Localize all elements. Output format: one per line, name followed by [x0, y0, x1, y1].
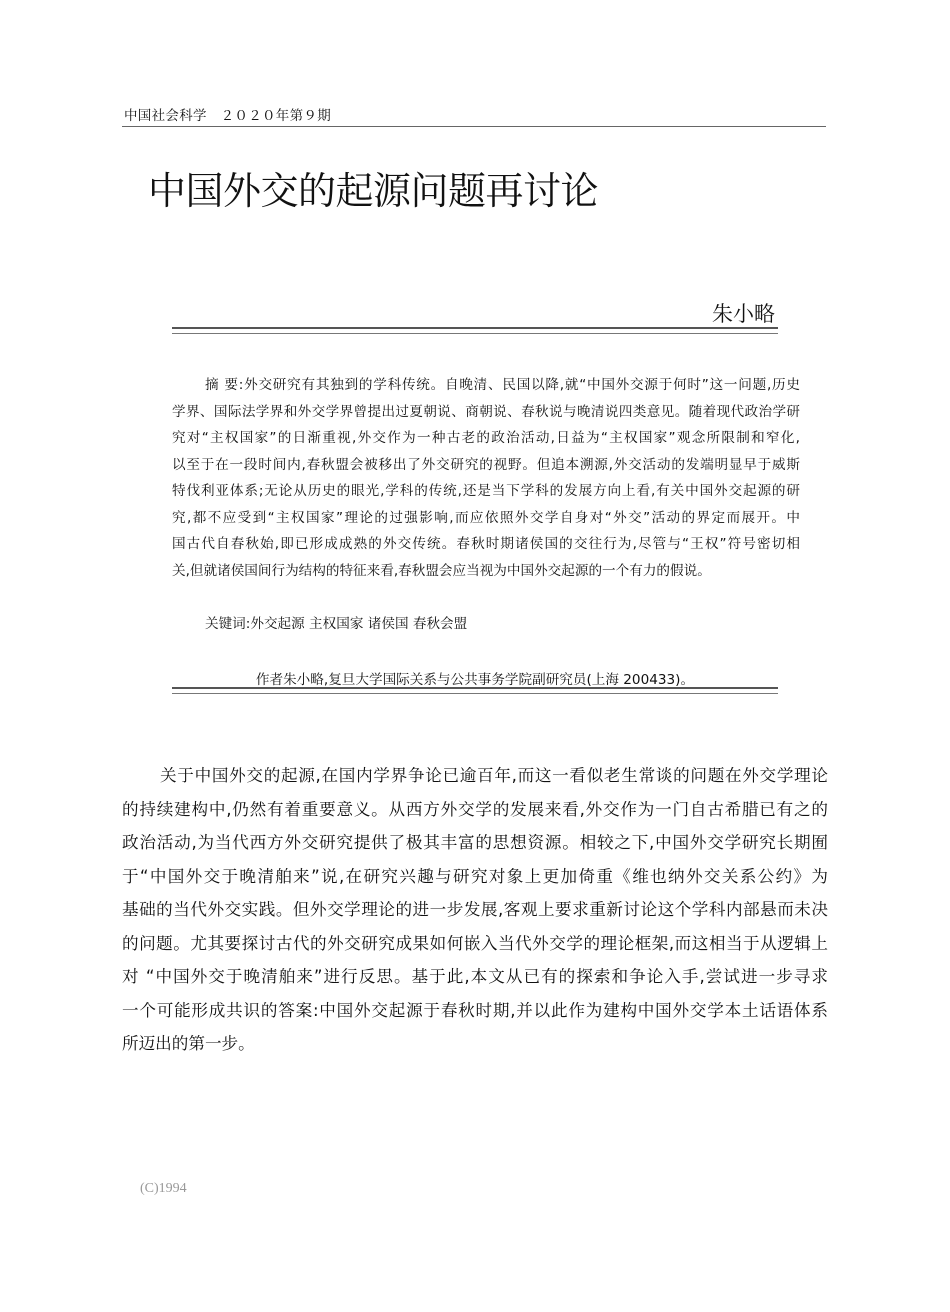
header-rule [122, 126, 826, 127]
abstract [172, 374, 800, 586]
abstract-line: 以至于在一段时间内,春秋盟会被移出了外交研究的视野。但追本溯源,外交活动的发端明显早于威斯 [172, 456, 800, 473]
copyright-mark: (C)1994 [140, 1181, 187, 1196]
article-title: 中国外交的起源问题再讨论 [148, 169, 599, 213]
double-rule [172, 327, 778, 334]
body-line: 一个可能形成共识的答案:中国外交起源于春秋时期,并以此作为建构中国外交学本土话语体系 [122, 1000, 828, 1020]
abstract-line: 国古代自春秋始,即已形成成熟的外交传统。春秋时期诸侯国的交往行为,尽管与“王权”符号密切相 [172, 536, 800, 552]
double-rule [172, 687, 778, 694]
abstract-line: 特伐利亚体系;无论从历史的眼光,学科的传统,还是当下学科的发展方向上看,有关中国外交起源的研 [172, 483, 800, 499]
abstract-line: 学界、国际法学界和外交学界曾提出过夏朝说、商朝说、春秋说与晚清说四类意见。随着现代政治学研 [172, 403, 800, 420]
body-line: 对 “中国外交于晚清舶来”进行反思。基于此,本文从已有的探索和争论入手,尝试进一步寻求 [122, 967, 828, 986]
abstract-line: 关,但就诸侯国间行为结构的特征来看,春秋盟会应当视为中国外交起源的一个有力的假说。 [172, 562, 711, 579]
journal-header: 中国社会科学 ２０２０年第９期 [124, 108, 331, 124]
body-line: 的持续建构中,仍然有着重要意义。从西方外交学的发展来看,外交作为一门自古希腊已有之的 [122, 799, 829, 819]
body-line: 基础的当代外交实践。但外交学理论的进一步发展,客观上要求重新讨论这个学科内部悬而未决 [122, 900, 828, 919]
abstract-line: 究,都不应受到“主权国家”理论的过强影响,而应依照外交学自身对“外交”活动的界定而展开。中 [172, 509, 800, 526]
abstract-line: 摘 要:外交研究有其独到的学科传统。自晚清、民国以降,就“中国外交源于何时”这一问题,历史 [205, 377, 800, 393]
body-line: 政治活动,为当代西方外交研究提供了极其丰富的思想资源。相较之下,中国外交学研究长期囿 [122, 833, 828, 852]
body-line: 所迈出的第一步。 [122, 1034, 255, 1053]
author-name: 朱小略 [712, 302, 775, 326]
body-paragraph [122, 764, 828, 1066]
keywords: 关键词:外交起源 主权国家 诸侯国 春秋会盟 [205, 616, 468, 632]
body-line: 于“中国外交于晚清舶来”说,在研究兴趣与研究对象上更加倚重《维也纳外交关系公约》为 [122, 866, 828, 886]
body-line: 关于中国外交的起源,在国内学界争论已逾百年,而这一看似老生常谈的问题在外交学理论 [160, 766, 828, 785]
author-info: 作者朱小略,复旦大学国际关系与公共事务学院副研究员(上海 200433)。 [255, 672, 695, 688]
body-line: 的问题。尤其要探讨古代的外交研究成果如何嵌入当代外交学的理论框架,而这相当于从逻辑上 [122, 933, 828, 953]
abstract-line: 究对“主权国家”的日渐重视,外交作为一种古老的政治活动,日益为“主权国家”观念所限制和窄化, [172, 430, 800, 446]
